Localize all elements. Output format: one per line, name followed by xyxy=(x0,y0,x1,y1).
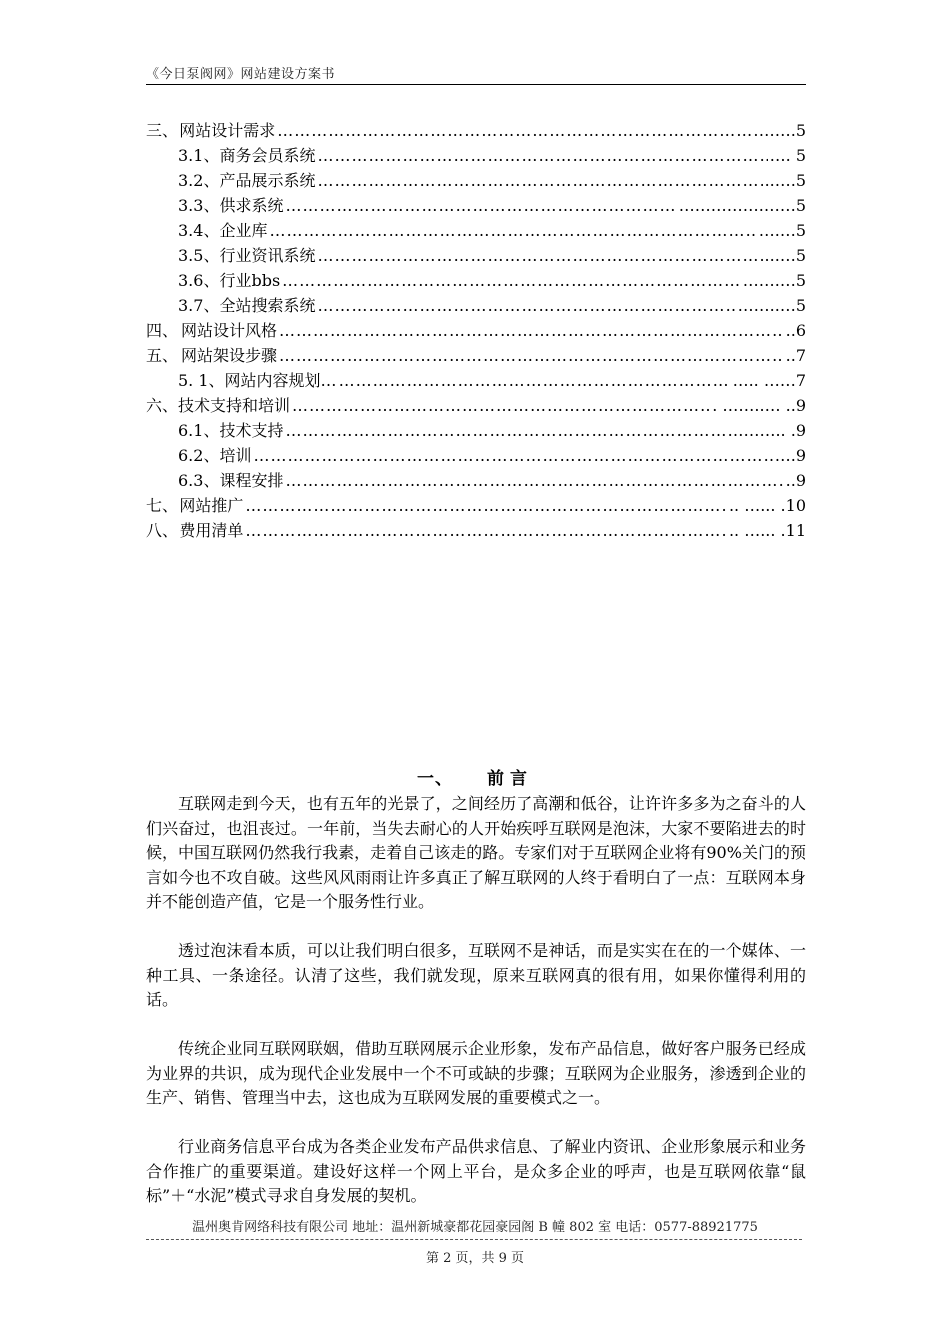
toc-entry-page: …………….……5 xyxy=(678,196,806,215)
toc-dot-leader xyxy=(339,368,731,393)
toc-entry-number: 5. 1、 xyxy=(178,371,225,390)
toc-entry-title: 费用清单 xyxy=(179,521,244,540)
toc-dot-leader xyxy=(317,243,757,268)
paragraph: 传统企业同互联网联姻，借助互联网展示企业形象，发布产品信息，做好客户服务已经成为业界的共识，成为现代企业发展中一个不可或缺的步骤；互联网为企业服务，渗透到企业的生产、销售、管理当中去，这也成为互联网发展的重要模式之一。 xyxy=(146,1039,806,1107)
toc-entry-number: 七、 xyxy=(146,496,179,515)
toc-entry xyxy=(146,418,806,443)
header-rule xyxy=(146,84,806,85)
toc-entry-page: ..6 xyxy=(785,321,806,340)
toc-entry-title: 全站搜索系统 xyxy=(219,296,316,315)
toc-entry-number: 3.7、 xyxy=(178,296,220,315)
toc-entry-number: 六、 xyxy=(146,396,179,415)
toc-entry xyxy=(146,193,806,218)
toc-dot-leader xyxy=(269,218,756,243)
toc-entry-page: ….…5 xyxy=(758,221,806,240)
toc-entry xyxy=(146,518,806,543)
page-header-title: 《今日泵阀网》网站建设方案书 xyxy=(146,67,336,82)
toc-dot-leader xyxy=(279,343,784,368)
table-of-contents xyxy=(146,118,806,543)
toc-entry-title: 技术支持 xyxy=(219,421,284,440)
toc-entry-number: 3.4、 xyxy=(178,221,220,240)
toc-entry xyxy=(146,293,806,318)
toc-entry xyxy=(146,243,806,268)
toc-entry xyxy=(146,168,806,193)
toc-dot-leader xyxy=(279,318,784,343)
paragraph: 互联网走到今天，也有五年的光景了，之间经历了高潮和低谷，让许许多多为之奋斗的人们兴奋过，也沮丧过。一年前，当失去耐心的人开始疾呼互联网是泡沫，大家不要陷进去的时候，中国互联网仍然我行我素，走着自己该走的路。专家们对于互联网企业将有90%关门的预言如今也不攻自破。这些风风雨雨让许多真正了解互联网的人终于看明白了一点：互联网本身并不能创造产值，它是一个服务性行业。 xyxy=(146,794,806,911)
toc-entry-page: ……..…5 xyxy=(737,296,806,315)
toc-entry xyxy=(146,143,806,168)
toc-entry-number: 3.5、 xyxy=(178,246,220,265)
toc-entry-title: 网站架设步骤 xyxy=(180,346,277,365)
toc-entry-page: . ……..… ..9 xyxy=(712,396,806,415)
toc-entry-page: .. …... .11 xyxy=(728,521,806,540)
page-number: 第 2 页，共 9 页 xyxy=(425,1251,525,1266)
toc-entry-title: 网站推广 xyxy=(179,496,244,515)
toc-entry-page: ..7 xyxy=(785,346,806,365)
toc-entry-title: 网站内容规划… xyxy=(224,371,337,390)
toc-entry-number: 6.2、 xyxy=(178,446,220,465)
toc-entry-page: ..….5 xyxy=(764,171,806,190)
toc-dot-leader xyxy=(253,443,772,468)
toc-dot-leader xyxy=(317,143,767,168)
toc-entry-number: 八、 xyxy=(146,521,179,540)
toc-entry xyxy=(146,468,806,493)
toc-entry xyxy=(146,393,806,418)
toc-entry-page: …. 5 xyxy=(769,146,806,165)
toc-dot-leader xyxy=(285,418,725,443)
toc-entry-number: 四、 xyxy=(146,321,179,340)
toc-entry-title: 行业资讯系统 xyxy=(219,246,316,265)
toc-entry-title: 供求系统 xyxy=(219,196,284,215)
toc-entry-page: .. …... .10 xyxy=(728,496,806,515)
toc-entry-number: 3.3、 xyxy=(178,196,220,215)
toc-entry-title: 网站设计需求 xyxy=(179,121,276,140)
toc-entry-number: 6.3、 xyxy=(178,471,220,490)
toc-entry-title: 行业bbs xyxy=(219,271,281,290)
toc-entry xyxy=(146,218,806,243)
toc-entry-title: 技术支持和培训 xyxy=(178,396,291,415)
toc-entry-title: 课程安排 xyxy=(219,471,284,490)
toc-entry-page: ……….. .9 xyxy=(727,421,806,440)
toc-entry-title: 培训 xyxy=(219,446,252,465)
toc-dot-leader xyxy=(282,268,741,293)
toc-entry xyxy=(146,368,806,393)
page-footer-company: 温州奥肯网络科技有限公司 地址：温州新城豪都花园豪园阁 B 幢 802 室 电话：0577-88921775 xyxy=(192,1220,758,1235)
toc-entry xyxy=(146,268,806,293)
toc-entry xyxy=(146,493,806,518)
toc-dot-leader xyxy=(245,493,727,518)
section-number: 一、 xyxy=(417,769,453,789)
toc-entry xyxy=(146,343,806,368)
toc-entry-number: 6.1、 xyxy=(178,421,220,440)
toc-entry-number: 五、 xyxy=(146,346,179,365)
toc-entry xyxy=(146,118,806,143)
paragraph: 行业商务信息平台成为各类企业发布产品供求信息、了解业内资讯、企业形象展示和业务合作推广的重要渠道。建设好这样一个网上平台，是众多企业的呼声，也是互联网依靠“鼠标”＋“水泥”模式寻求自身发展的契机。 xyxy=(146,1137,806,1205)
toc-entry-page: ….9 xyxy=(774,446,806,465)
toc-entry-title: 网站设计风格 xyxy=(180,321,277,340)
section-heading xyxy=(0,764,950,789)
toc-dot-leader xyxy=(317,168,762,193)
toc-entry-page: …….…5 xyxy=(742,271,806,290)
toc-entry-title: 产品展示系统 xyxy=(219,171,316,190)
toc-entry-number: 三、 xyxy=(146,121,179,140)
toc-entry-title: 商务会员系统 xyxy=(219,146,316,165)
toc-entry xyxy=(146,318,806,343)
toc-dot-leader xyxy=(317,293,735,318)
body-text xyxy=(146,792,806,1233)
toc-dot-leader xyxy=(292,393,710,418)
paragraph: 透过泡沫看本质，可以让我们明白很多，互联网不是神话，而是实实在在的一个媒体、一种工具、一条途径。认清了这些，我们就发现，原来互联网真的很有用，如果你懂得利用的话。 xyxy=(146,941,806,1009)
toc-entry-page: ....…5 xyxy=(759,246,806,265)
toc-entry-title: 企业库 xyxy=(219,221,268,240)
toc-entry-number: 3.2、 xyxy=(178,171,220,190)
toc-entry-page: …….5 xyxy=(758,121,806,140)
toc-dot-leader xyxy=(245,518,727,543)
toc-entry-page: ….. ……7 xyxy=(732,371,806,390)
toc-entry-number: 3.1、 xyxy=(178,146,220,165)
toc-dot-leader xyxy=(285,468,783,493)
footer-rule xyxy=(146,1239,802,1240)
toc-entry xyxy=(146,443,806,468)
toc-entry-page: ..9 xyxy=(785,471,806,490)
section-title: 前言 xyxy=(487,769,533,789)
toc-dot-leader xyxy=(285,193,676,218)
toc-dot-leader xyxy=(277,118,756,143)
toc-entry-number: 3.6、 xyxy=(178,271,220,290)
